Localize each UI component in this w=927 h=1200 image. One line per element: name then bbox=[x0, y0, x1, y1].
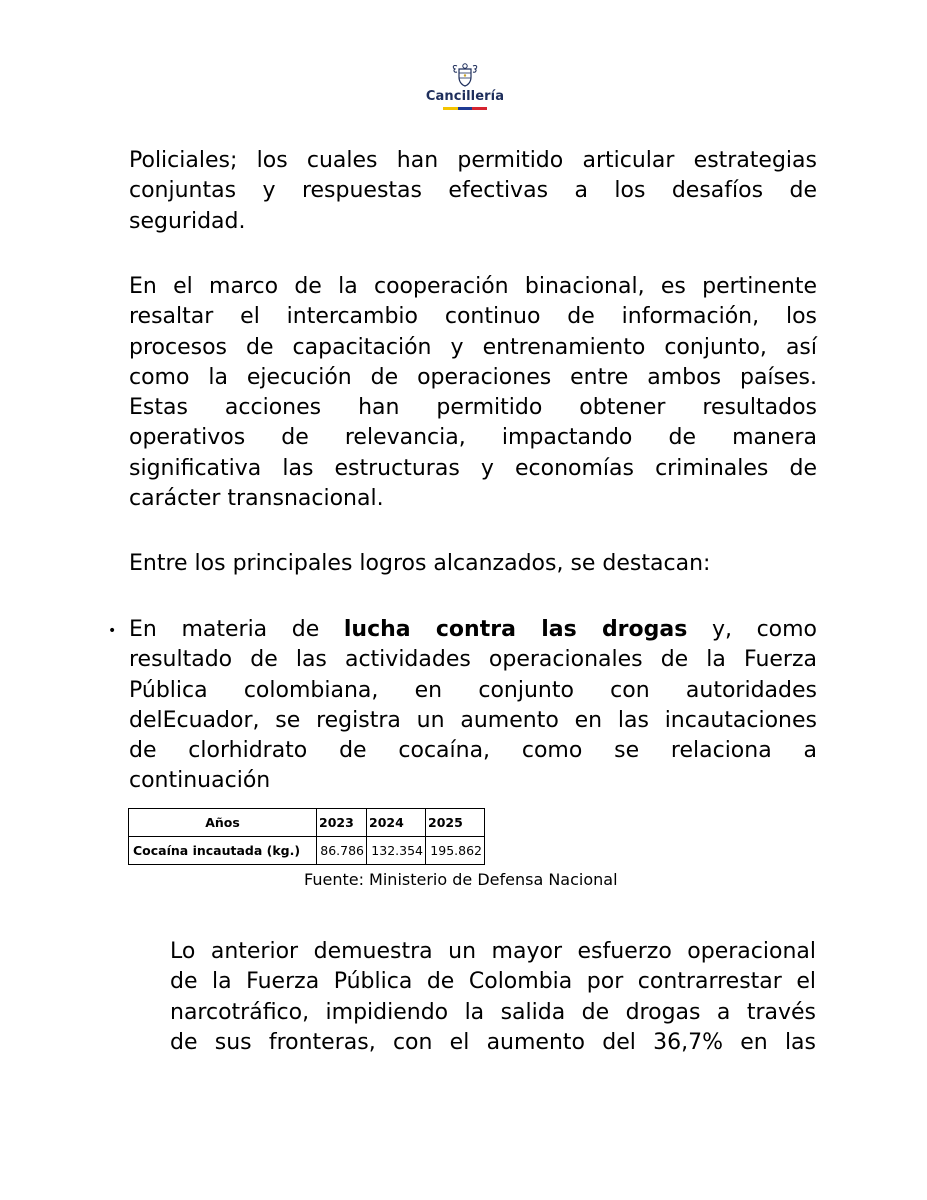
text-line: procesos de capacitación y entrenamiento conjunto, así bbox=[129, 334, 817, 360]
coat-of-arms-icon bbox=[451, 62, 479, 88]
bold-phrase: lucha contra las drogas bbox=[343, 617, 688, 642]
text-line: Policiales; los cuales han permitido articular estrategias bbox=[129, 148, 817, 173]
seizure-table bbox=[128, 808, 485, 865]
header-cell-2024: 2024 bbox=[367, 809, 426, 837]
paragraph-4 bbox=[170, 937, 816, 1058]
flag-yellow bbox=[443, 107, 458, 110]
text-line: operativos de relevancia, impactando de manera bbox=[129, 425, 817, 451]
text-line: Pública colombiana, en conjunto con autoridades bbox=[129, 677, 817, 703]
bullet-paragraph bbox=[129, 615, 817, 797]
value-cell-2023: 86.786 bbox=[317, 837, 367, 865]
text-line: significativa las estructuras y economías criminales de bbox=[129, 455, 817, 481]
text-line: Lo anterior demuestra un mayor esfuerzo operacional bbox=[170, 939, 816, 964]
flag-red bbox=[472, 107, 487, 110]
flag-stripe bbox=[443, 107, 487, 110]
text-line: seguridad. bbox=[129, 208, 246, 234]
logo-text: Cancillería bbox=[425, 89, 505, 104]
header-cell-2025: 2025 bbox=[426, 809, 485, 837]
text-line: Entre los principales logros alcanzados, se destacan: bbox=[129, 551, 711, 576]
flag-blue bbox=[458, 107, 473, 110]
text-line: de clorhidrato de cocaína, como se relaciona a bbox=[129, 738, 817, 764]
paragraph-3 bbox=[129, 549, 817, 579]
row-label-cell: Cocaína incautada (kg.) bbox=[129, 837, 317, 865]
cancilleria-logo bbox=[420, 62, 510, 110]
text-line: como la ejecución de operaciones entre ambos países. bbox=[129, 364, 817, 390]
bullet-line-end: y, como bbox=[711, 617, 818, 642]
paragraph-1 bbox=[129, 146, 817, 237]
text-line: de sus fronteras, con el aumento del 36,7% en las bbox=[170, 1029, 816, 1055]
text-line: narcotráfico, impidiendo la salida de drogas a través bbox=[170, 999, 816, 1025]
text-line: conjuntas y respuestas efectivas a los desafíos de bbox=[129, 178, 817, 204]
value-cell-2024: 132.354 bbox=[367, 837, 426, 865]
header-cell-2023: 2023 bbox=[317, 809, 367, 837]
bullet-line-start: En materia de bbox=[129, 617, 320, 642]
table-header-row bbox=[129, 809, 485, 837]
bullet-dot-icon: • bbox=[108, 623, 117, 639]
table-row bbox=[129, 837, 485, 865]
text-line: de la Fuerza Pública de Colombia por contrarrestar el bbox=[170, 969, 816, 995]
text-line: En el marco de la cooperación binacional, es pertinente bbox=[129, 274, 817, 299]
header-cell-years: Años bbox=[129, 809, 317, 837]
value-cell-2025: 195.862 bbox=[426, 837, 485, 865]
text-line: delEcuador, se registra un aumento en las incautaciones bbox=[129, 707, 817, 733]
table-source: Fuente: Ministerio de Defensa Nacional bbox=[304, 870, 618, 889]
text-line: carácter transnacional. bbox=[129, 486, 384, 512]
text-line: continuación bbox=[129, 768, 271, 794]
text-line: resultado de las actividades operacionales de la Fuerza bbox=[129, 647, 817, 673]
text-line bbox=[129, 615, 817, 645]
paragraph-2 bbox=[129, 272, 817, 514]
text-line: Estas acciones han permitido obtener resultados bbox=[129, 395, 817, 421]
text-line: resaltar el intercambio continuo de información, los bbox=[129, 304, 817, 330]
